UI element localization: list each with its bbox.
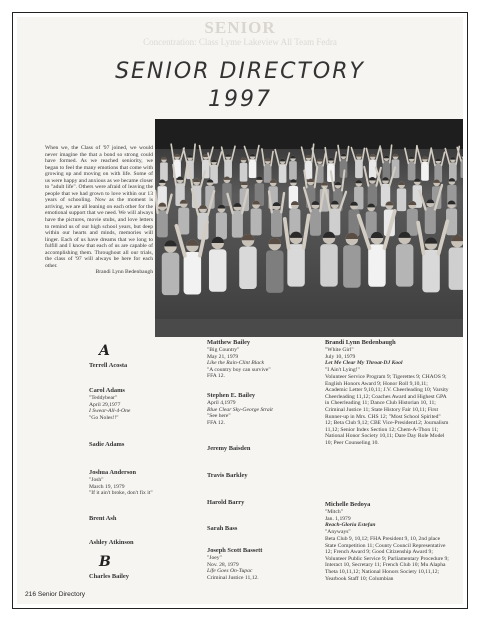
senior-details: "Mitch" Jan. 1,1979 Reach-Gloria Estefan "Anyways": [325, 509, 376, 535]
senior-details: "Joey" Nov. 28, 1979 Life Goes On-Tupac Criminal Justice 11,12.: [207, 555, 259, 581]
senior-activities: Volunteer Service Program 9; Tigerettes 9; CHAOS 9; English Honors Award 9; Honor Roll 9,10,11; Academic Letter 9,10,11; J.V. Cheerleading 10; Varsity Cheerleading 11,12; Coaches Award and Highest GPA in Cheerleading 11; Dance Club Historian 10, 11; Criminal Justice 11; State History Fair 10,11; First Runner-up in Mrs. CHS 12; "Most School Spirited" 12; Beta Club 9,12; CBE Vice-President12; Journalism 11,12; Senior Index Section 12; Chem-A-Thon 11; National Honor Society 10,11; Dare Day Role Model 10; Peer Counseling 10.: [325, 374, 449, 446]
senior-name: Terrell Acosta: [89, 362, 128, 369]
show-through-heading: SENIOR: [204, 18, 276, 37]
intro-paragraph: [45, 145, 153, 276]
senior-name: Matthew Bailey: [207, 339, 251, 346]
senior-name: Ashley Atkinson: [89, 539, 134, 546]
page-footer: 216 Senior Directory: [25, 591, 86, 598]
senior-name: Sarah Bass: [207, 525, 238, 532]
senior-name: Carol Adams: [89, 387, 125, 394]
senior-name: Jeremy Baisden: [207, 445, 251, 452]
page-year: 1997: [208, 87, 272, 112]
senior-activities: Beta Club 9, 10,12; FHA President 9, 10, 2nd place State Competition 11; County Council Representative 12; French Award 9; Good Citizenship Award 9; Volunteer Public Service 9; Parliamentary Procedure 9; Interact 10, Secretary 11; French Club 10; Mu Alapha Theta 10,11,12; National Honors Society 10,11,12; Yearbook Staff 10; Columbian: [325, 536, 449, 582]
senior-details: "White Girl" July 10, 1979 Let Me Clear My Throat-DJ Kool "I Ain't Lying!": [325, 347, 403, 373]
senior-name: Travis Barkley: [207, 472, 248, 479]
section-letter-b: B: [99, 554, 111, 570]
yearbook-page: [17, 17, 463, 604]
senior-name: Brandi Lynn Bedenbaugh: [325, 339, 396, 346]
senior-name: Brent Ash: [89, 515, 117, 522]
senior-details: "Teddybear" April 29,1977 I Swear-All-4-One "Go Noles!!": [89, 395, 131, 421]
senior-name: Michelle Bedoya: [325, 501, 371, 508]
senior-details: "Josh" March 19, 1979 "If it ain't broke, don't fix it": [89, 477, 153, 497]
senior-name: Sadie Adams: [89, 441, 125, 448]
intro-signature: Brandi Lynn Bedenbaugh: [95, 269, 153, 276]
senior-class-photo: [155, 119, 463, 337]
senior-name: Joshua Anderson: [89, 469, 137, 476]
show-through-subheading: Concentration: Class Lyme Lakeview All Team Fedra: [143, 37, 337, 47]
section-letter-a: A: [99, 343, 110, 359]
senior-name: Joseph Scott Bassett: [207, 547, 263, 554]
senior-name: Charles Bailey: [89, 573, 129, 580]
page-title: SENIOR DIRECTORY: [115, 59, 365, 84]
senior-name: Stephen E. Bailey: [207, 392, 256, 399]
senior-details: April 4,1979 Blue Clear Sky-George Strait "See here" FFA 12.: [207, 400, 273, 426]
intro-text: When we, the Class of '97 joined, we would never imagine the that a bond so strong could have formed. As we reached seniority, we began to feel the many emotions that come with growing up and moving on with life. Some of us were happy and anxious as we became closer to "adult life". Others were afraid of leaving the people that we had grown to love within our 13 years of schooling. Now as the moment is arriving, we are all leaning on each other for the emotional support that we need. We will always have the pictures, movie stubs, and love letters to remind us of our high school years, but deep within our hearts and minds, memories will linger. Each of us have dreams that we long to fulfill and I know that each of us are capable of accomplishing them. Throughout all our trials, the class of '97 will always be here for each other.: [45, 145, 153, 269]
senior-details: "Big Country" May 21, 1979 Like the Rain-Clint Black "A country boy can survive" FFA 12.: [207, 347, 271, 380]
senior-name: Harold Barry: [207, 499, 245, 506]
